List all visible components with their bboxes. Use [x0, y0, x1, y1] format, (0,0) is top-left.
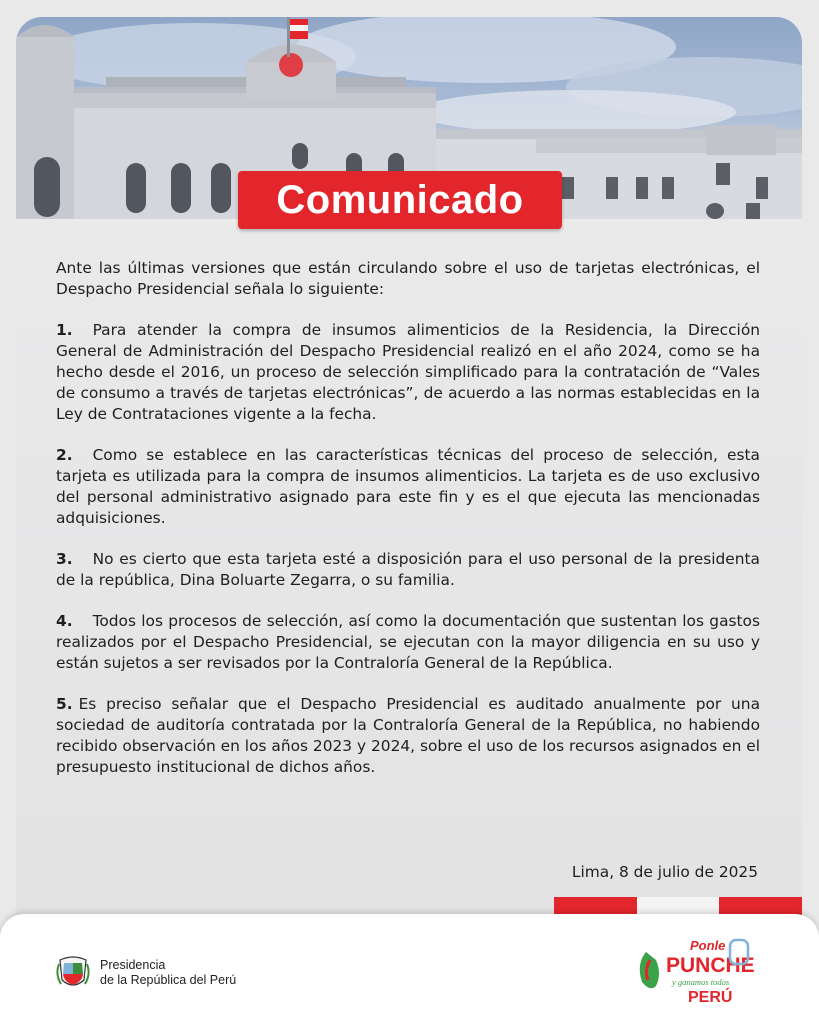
point-text: Todos los procesos de selección, así como la documentación que sustentan los gastos realizados por el Despacho Presidencial, se ejecutan con la mayor diligencia en su uso y están sujetos a ser revisados por la Contraloría General de la República.: [56, 612, 760, 672]
point-4: [56, 611, 760, 674]
campaign-line3: y ganamos todos: [672, 977, 730, 987]
title-banner: [238, 171, 562, 229]
point-number: 4.: [56, 612, 73, 630]
point-2: [56, 445, 760, 529]
campaign-line4: PERÚ: [688, 989, 733, 1006]
campaign-line2: PUNCHE: [666, 954, 755, 977]
point-number: 3.: [56, 550, 73, 568]
point-number: 1.: [56, 321, 73, 339]
point-text: Para atender la compra de insumos alimenticios de la Residencia, la Dirección General de Administración del Despacho Presidencial realizó en el año 2024, como se ha hecho desde el 2016, un proceso de selección simplificado para la contratación de “Vales de consumo a través de tarjetas electrónicas”, de acuerdo a las normas establecidas en la Ley de Contrataciones vigente a la fecha.: [56, 321, 760, 423]
coat-of-arms-icon: [56, 954, 90, 992]
point-text: Es preciso señalar que el Despacho Presidencial es auditado anualmente por una sociedad de auditoría contratada por la Contraloría General de la República, no habiendo recibido observación en los años 2023 y 2024, sobre el uso de los recursos asignados en el presupuesto institucional de dichos años.: [56, 695, 760, 776]
point-text: Como se establece en las características técnicas del proceso de selección, esta tarjeta es utilizada para la compra de insumos alimenticios. La tarjeta es de uso exclusivo del personal administrativo asignado para este fin y es el que ejecuta las mencionadas adquisiciones.: [56, 446, 760, 527]
footer: [0, 914, 819, 1024]
point-1: [56, 320, 760, 425]
page-title: Comunicado: [276, 177, 524, 222]
date-line: Lima, 8 de julio de 2025: [571, 863, 758, 881]
ponle-punche-logo: [632, 930, 756, 1010]
point-3: [56, 549, 760, 591]
point-number: 2.: [56, 446, 73, 464]
point-number: 5.: [56, 695, 73, 713]
campaign-line1: Ponle: [690, 938, 726, 953]
point-text: No es cierto que esta tarjeta esté a disposición para el uso personal de la presidenta de la república, Dina Boluarte Zegarra, o su familia.: [56, 550, 760, 589]
org-brand: [56, 954, 236, 992]
communique-card: [16, 17, 802, 957]
communique-body: [56, 258, 760, 778]
point-5: [56, 694, 760, 778]
org-name-line2: de la República del Perú: [100, 973, 237, 987]
org-name-line1: Presidencia: [100, 958, 166, 972]
intro-paragraph: Ante las últimas versiones que están circulando sobre el uso de tarjetas electrónicas, el Despacho Presidencial señala lo siguiente:: [56, 259, 760, 298]
